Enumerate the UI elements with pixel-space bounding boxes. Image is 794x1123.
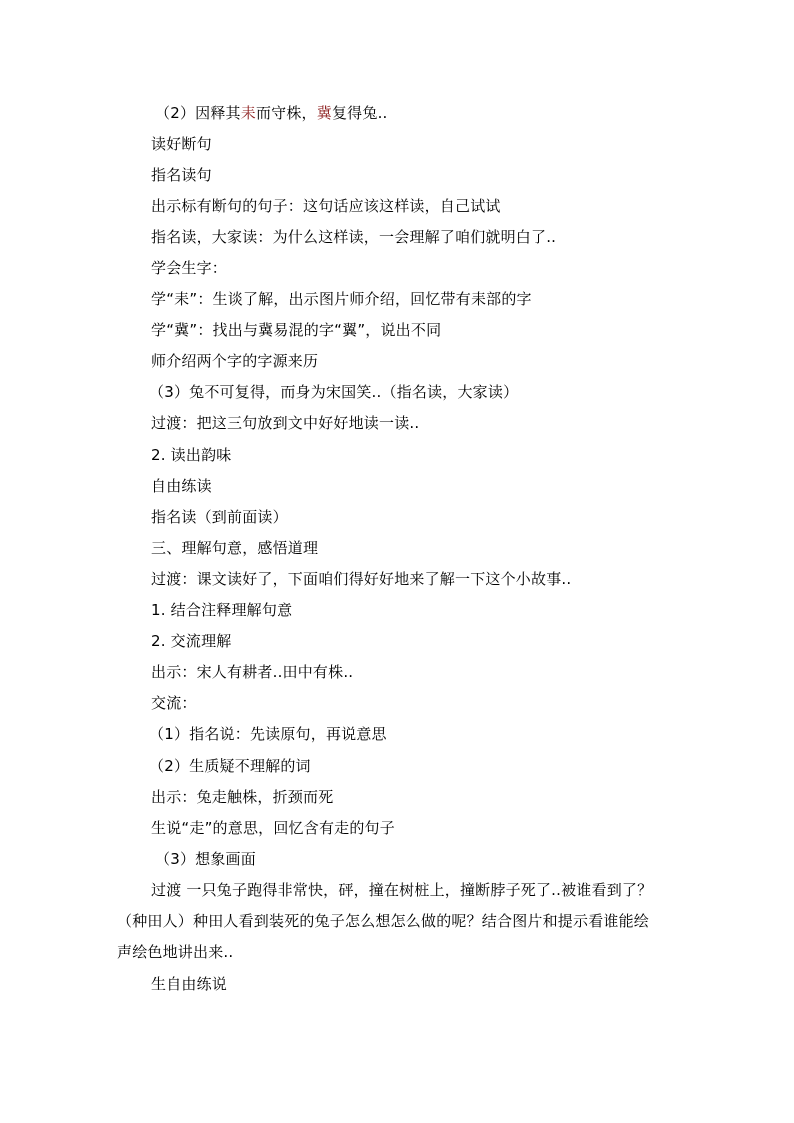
- text-line: 读好断句: [151, 135, 212, 153]
- text-line: 过渡：把这三句放到文中好好地读一读..: [151, 414, 420, 432]
- text-line: 指名读（到前面读）: [151, 508, 288, 526]
- text-line: 师介绍两个字的字源来历: [151, 352, 319, 370]
- text-line: 指名读句: [151, 166, 212, 184]
- text-line: 出示：兔走触株，折颈而死: [151, 788, 334, 806]
- text-line: （3）兔不可复得，而身为宋国笑..（指名读，大家读）: [149, 383, 519, 401]
- text-line: 学“耒”：生谈了解，出示图片师介绍，回忆带有耒部的字: [151, 290, 532, 308]
- text-line: 交流：: [151, 694, 197, 712]
- section-heading: 三、理解句意，感悟道理: [151, 539, 319, 557]
- text-line: 学会生字：: [151, 259, 228, 277]
- text-line: （2）因释其耒而守株，冀复得兔..: [155, 104, 388, 122]
- text-line: 声绘色地讲出来..: [117, 943, 234, 961]
- text-line: 过渡：课文读好了，下面咱们得好好地来了解一下这个小故事..: [151, 570, 572, 588]
- text-line: （3）想象画面: [155, 850, 256, 868]
- text-line: （1）指名说：先读原句，再说意思: [149, 725, 387, 743]
- text-line: （种田人）种田人看到装死的兔子怎么想怎么做的呢？结合图片和提示看谁能绘: [117, 912, 650, 930]
- text-line: 出示标有断句的句子：这句话应该这样读，自己试试: [151, 197, 501, 215]
- text-line: （2）生质疑不理解的词: [149, 757, 311, 775]
- text-line: 自由练读: [151, 477, 212, 495]
- text-line: 2. 读出韵味: [151, 446, 232, 464]
- text-line: 1. 结合注释理解句意: [151, 601, 293, 619]
- text-line: 生说“走”的意思，回忆含有走的句子: [151, 819, 395, 837]
- text-line: 过渡 一只兔子跑得非常快，砰，撞在树桩上，撞断脖子死了..被谁看到了？: [151, 881, 653, 899]
- text-line: 指名读，大家读：为什么这样读，一会理解了咱们就明白了..: [151, 228, 557, 246]
- text-line: 出示：宋人有耕者..田中有株..: [151, 663, 354, 681]
- text-line: 学“冀”：找出与冀易混的字“翼”，说出不同: [151, 321, 442, 339]
- text-line: 2. 交流理解: [151, 632, 232, 650]
- text-line: 生自由练说: [151, 975, 228, 993]
